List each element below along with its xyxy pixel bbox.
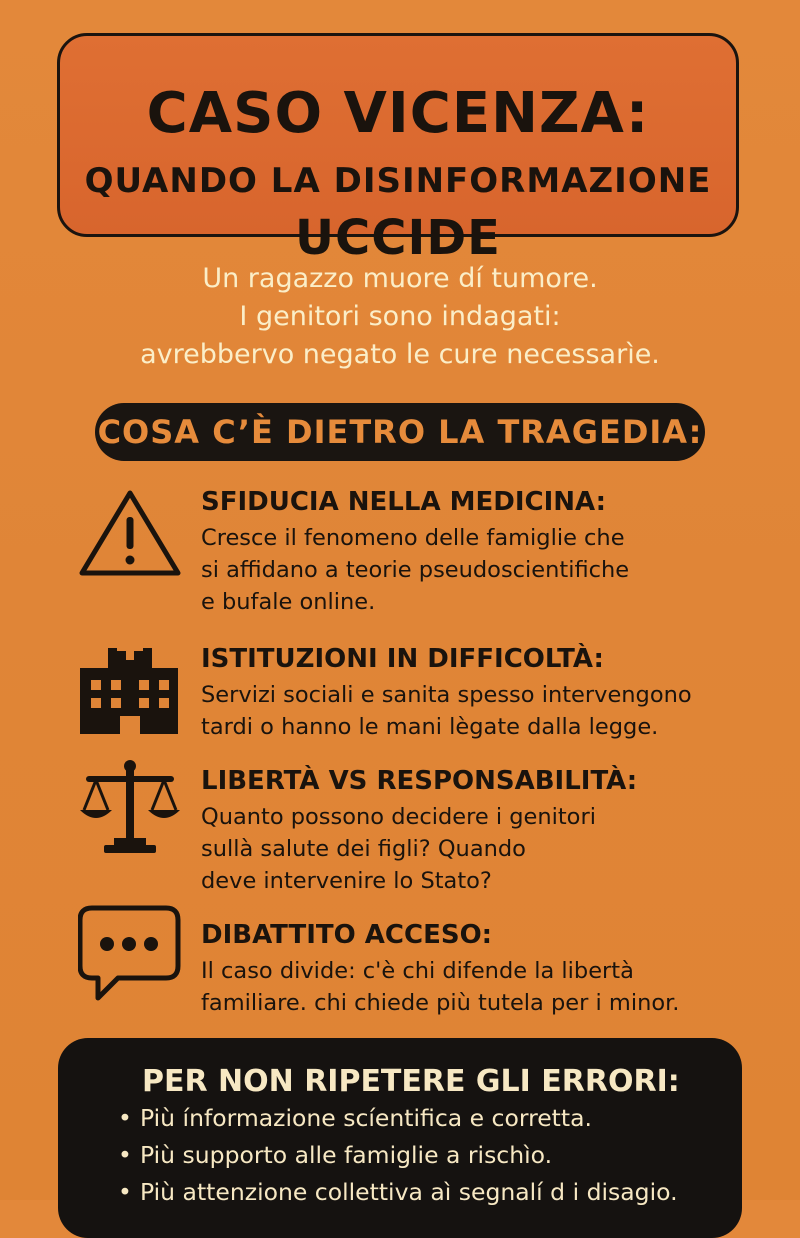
item-heading: SFIDUCIA NELLA MEDICINA:	[201, 487, 607, 517]
item-liberta	[78, 766, 758, 894]
item-line: deve intervenire lo Stato?	[201, 868, 492, 894]
section-heading: COSA C’È DIETRO LA TRAGEDIA:	[95, 403, 705, 461]
recommendations-list	[118, 1100, 678, 1211]
item-heading: ISTITUZIONI IN DIFFICOLTÀ:	[201, 644, 604, 674]
item-line: tardi o hanno le mani lègate dalla legge.	[201, 714, 659, 740]
item-line: Cresce il fenomeno delle famiglie che	[201, 525, 625, 551]
item-line: familiare. chi chiede più tutela per i minor.	[201, 990, 680, 1016]
recommendations-box	[58, 1038, 742, 1238]
recommendations-heading: PER NON RIPETERE GLI ERRORI:	[142, 1064, 680, 1099]
hospital-icon	[78, 630, 182, 740]
warning-icon	[78, 487, 182, 583]
title-subtitle: QUANDO LA DISINFORMAZIONE	[84, 161, 712, 201]
item-line: Il caso divide: c'è chi difende la libertà	[201, 958, 634, 984]
intro-line: I genitori sono indagati:	[239, 301, 561, 332]
item-line: sullà salute dei figli? Quando	[201, 836, 526, 862]
item-heading: DIBATTITO ACCESO:	[201, 920, 493, 950]
list-item: • Più ínformazione scíentifica e corretta.	[118, 1104, 592, 1132]
scales-icon	[78, 758, 182, 862]
item-body	[201, 801, 596, 897]
list-item: • Più attenzione collettiva aì segnalí d i disagio.	[118, 1178, 678, 1206]
item-line: Servizi sociali e sanita spesso intervengono	[201, 682, 692, 708]
item-dibattito	[78, 920, 758, 1020]
title-box	[57, 33, 739, 266]
item-body	[201, 679, 692, 743]
title-main: CASO VICENZA:	[146, 81, 650, 146]
intro-text	[0, 260, 800, 374]
chat-bubble-icon	[78, 904, 182, 1008]
item-istituzioni	[78, 644, 758, 744]
item-line: e bufale online.	[201, 589, 376, 615]
item-body	[201, 522, 629, 618]
item-line: Quanto possono decidere i genitori	[201, 804, 596, 830]
intro-line: avrebbervo negato le cure necessarìe.	[140, 339, 660, 370]
item-line: si affidano a teorie pseudoscientifiche	[201, 557, 630, 583]
title-subtitle-end: UCCIDE	[295, 210, 501, 266]
item-sfiducia	[78, 487, 758, 615]
list-item: • Più supporto alle famiglie a rischìo.	[118, 1141, 553, 1169]
intro-line: Un ragazzo muore dí tumore.	[202, 263, 598, 294]
item-body	[201, 955, 679, 1019]
item-heading: LIBERTÀ VS RESPONSABILITÀ:	[201, 766, 638, 796]
